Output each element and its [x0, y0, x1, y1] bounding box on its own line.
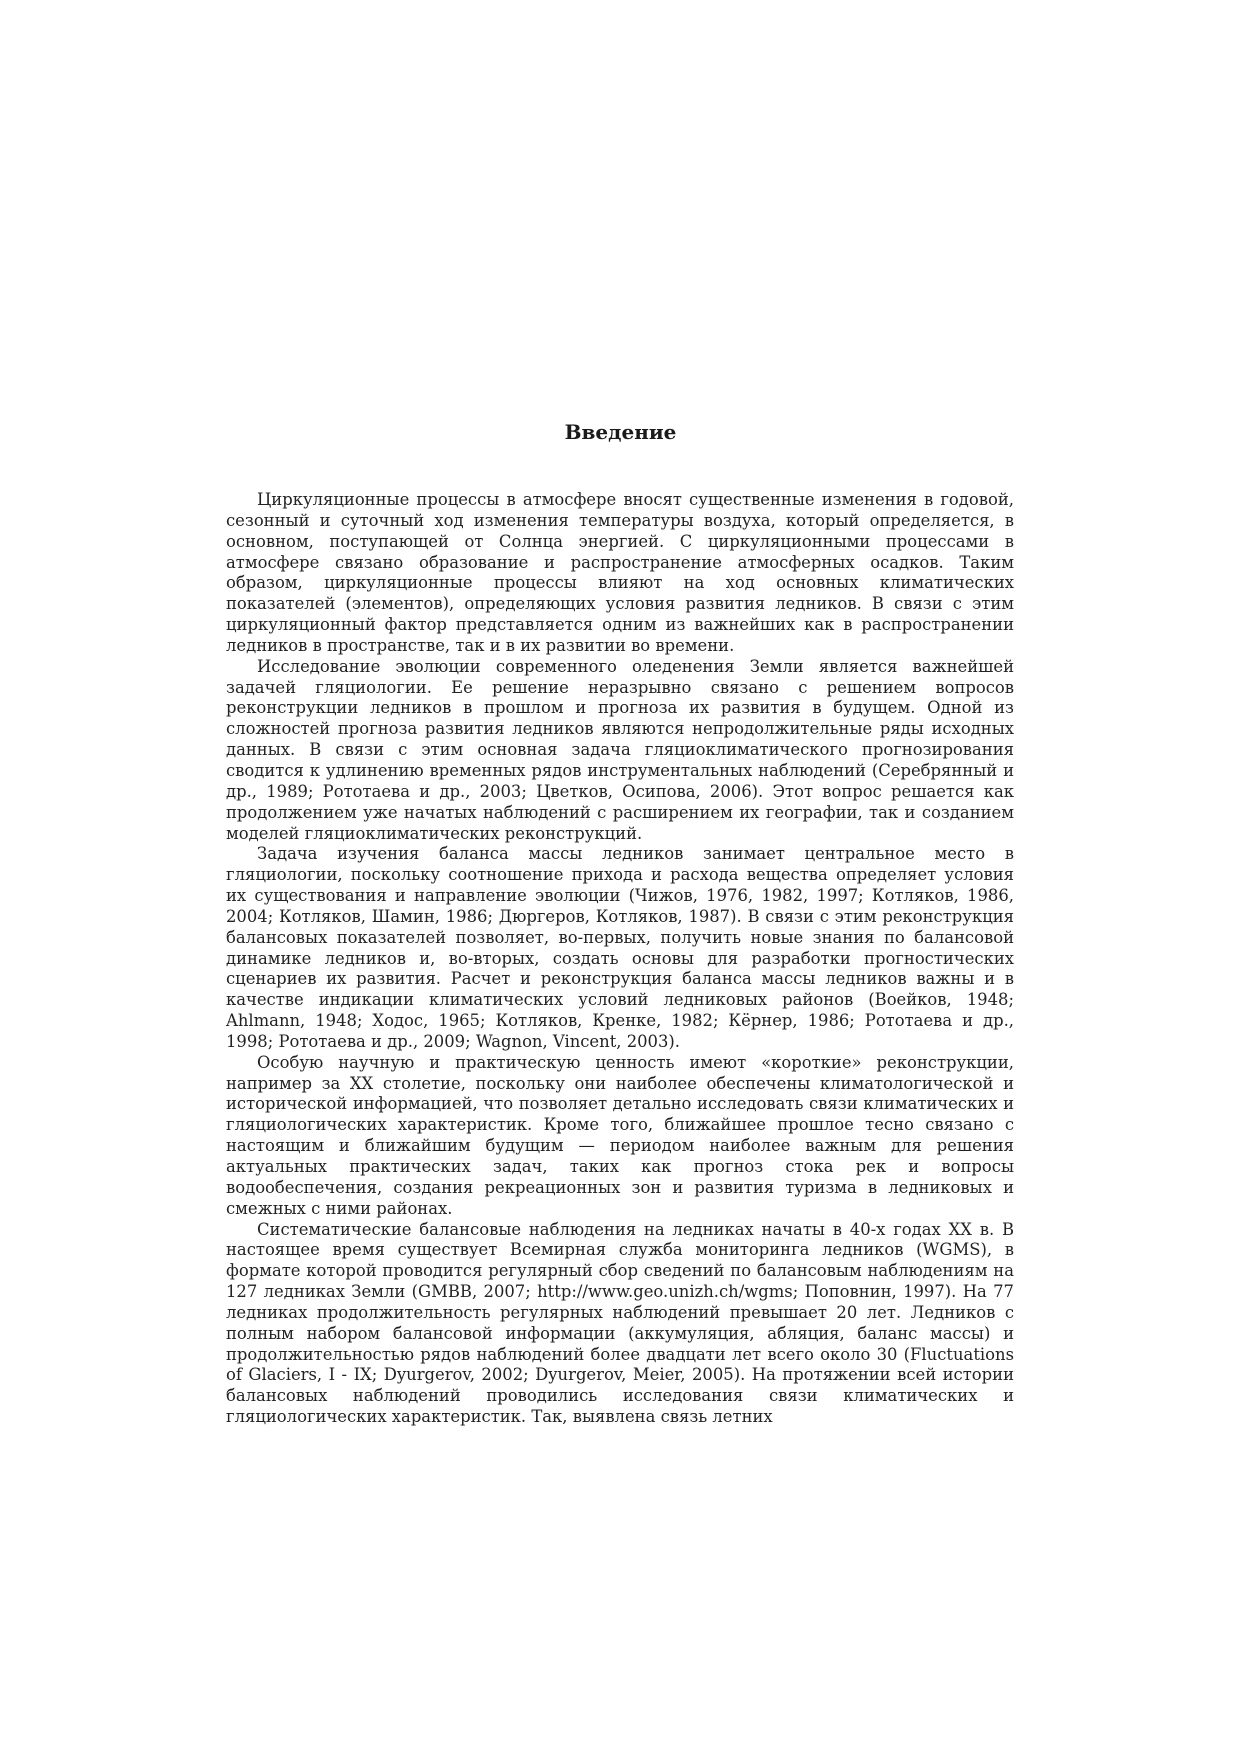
body-text [226, 490, 1014, 1428]
paragraph: Исследование эволюции современного оледенения Земли является важнейшей задачей гляциологии. Ее решение неразрывно связано с решением вопросов реконструкции ледников в прошлом и прогноза их развития в будущем. Одной из сложностей прогноза развития ледников являются непродолжительные ряды исходных данных. В связи с этим основная задача гляциоклиматического прогнозирования сводится к удлинению временных рядов инструментальных наблюдений (Серебрянный и др., 1989; Рототаева и др., 2003; Цветков, Осипова, 2006). Этот вопрос решается как продолжением уже начатых наблюдений с расширением их географии, так и созданием моделей гляциоклиматических реконструкций. [226, 656, 1014, 843]
paragraph: Особую научную и практическую ценность имеют «короткие» реконструкции, например за XX столетие, поскольку они наиболее обеспечены климатологической и исторической информацией, что позволяет детально исследовать связи климатических и гляциологических характеристик. Кроме того, ближайшее прошлое тесно связано с настоящим и ближайшим будущим — периодом наиболее важным для решения актуальных практических задач, таких как прогноз стока рек и вопросы водообеспечения, создания рекреационных зон и развития туризма в ледниковых и смежных с ними районах. [226, 1052, 1014, 1218]
paragraph: Циркуляционные процессы в атмосфере вносят существенные изменения в годовой, сезонный и суточный ход изменения температуры воздуха, который определяется, в основном, поступающей от Солнца энергией. С циркуляционными процессами в атмосфере связано образование и распространение атмосферных осадков. Таким образом, циркуляционные процессы влияют на ход основных климатических показателей (элементов), определяющих условия развития ледников. В связи с этим циркуляционный фактор представляется одним из важнейших как в распространении ледников в пространстве, так и в их развитии во времени. [226, 490, 1014, 655]
paragraph: Систематические балансовые наблюдения на ледниках начаты в 40-х годах XX в. В настоящее время существует Всемирная служба мониторинга ледников (WGMS), в формате которой проводится регулярный сбор сведений по балансовым наблюдениям на 127 ледниках Земли (GMBB, 2007; http://www.geo.unizh.ch/wgms; Поповнин, 1997). На 77 ледниках продолжительность регулярных наблюдений превышает 20 лет. Ледников с полным набором балансовой информации (аккумуляция, абляция, баланс массы) и продолжительностью рядов наблюдений более двадцати лет всего около 30 (Fluctuations of Glaciers, I - IX; Dyurgerov, 2002; Dyurgerov, Meier, 2005). На протяжении всей истории балансовых наблюдений проводились исследования связи климатических и гляциологических характеристик. Так, выявлена связь летних [226, 1219, 1014, 1427]
paragraph: Задача изучения баланса массы ледников занимает центральное место в гляциологии, поскольку соотношение прихода и расхода вещества определяет условия их существования и направление эволюции (Чижов, 1976, 1982, 1997; Котляков, 1986, 2004; Котляков, Шамин, 1986; Дюргеров, Котляков, 1987). В связи с этим реконструкция балансовых показателей позволяет, во-первых, получить новые знания по балансовой динамике ледников и, во-вторых, создать основы для разработки прогностических сценариев их развития. Расчет и реконструкция баланса массы ледников важны и в качестве индикации климатических условий ледниковых районов (Воейков, 1948; Ahlmann, 1948; Ходос, 1965; Котляков, Кренке, 1982; Кёрнер, 1986; Рототаева и др., 1998; Рототаева и др., 2009; Wagnon, Vincent, 2003). [226, 844, 1014, 1051]
page-title: Введение [564, 420, 677, 444]
